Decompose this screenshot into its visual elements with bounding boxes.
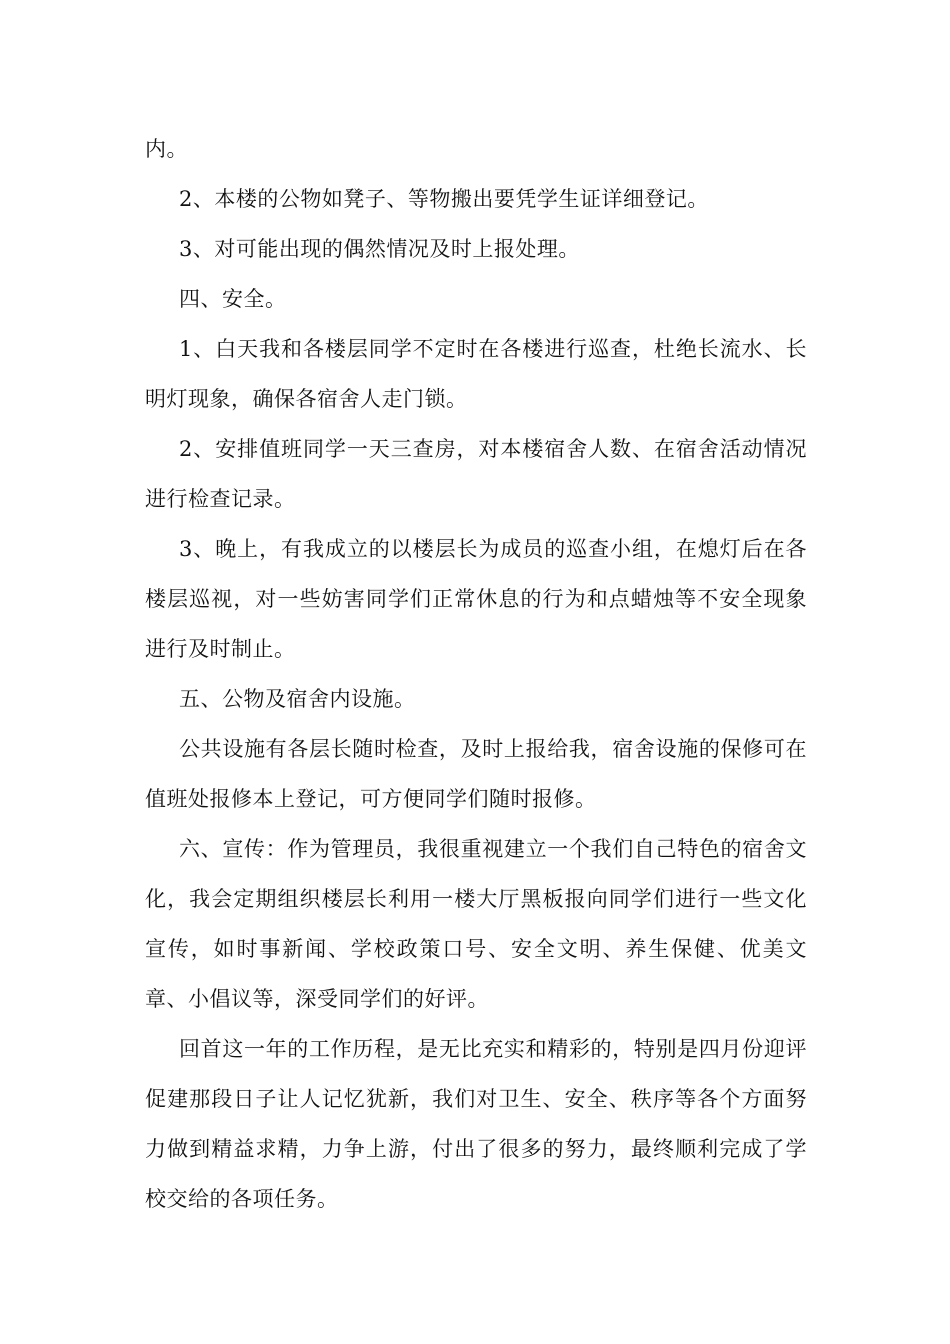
paragraph-item-3-incidents: 3、对可能出现的偶然情况及时上报处理。 <box>179 237 580 261</box>
paragraph-facilities: 公共设施有各层长随时检查，及时上报给我，宿舍设施的保修可在值班处报修本上登记，可方便同学们随时报修。 <box>145 737 807 811</box>
paragraph-publicity: 六、宣传：作为管理员，我很重视建立一个我们自己特色的宿舍文化，我会定期组织楼层长利用一楼大厅黑板报向同学们进行一些文化宣传，如时事新闻、学校政策口号、安全文明、养生保健、优美文章、小倡议等，深受同学们的好评。 <box>145 837 807 1011</box>
paragraph-continuation: 内。 <box>145 137 188 161</box>
paragraph-safety-item-2: 2、安排值班同学一天三查房，对本楼宿舍人数、在宿舍活动情况进行检查记录。 <box>145 437 807 511</box>
section-heading-safety: 四、安全。 <box>179 287 287 311</box>
section-heading-facilities: 五、公物及宿舍内设施。 <box>179 687 416 711</box>
paragraph-safety-item-1: 1、白天我和各楼层同学不定时在各楼进行巡查，杜绝长流水、长明灯现象，确保各宿舍人走门锁。 <box>145 337 807 411</box>
paragraph-review: 回首这一年的工作历程，是无比充实和精彩的，特别是四月份迎评促建那段日子让人记忆犹新，我们对卫生、安全、秩序等各个方面努力做到精益求精，力争上游，付出了很多的努力，最终顺利完成了学校交给的各项任务。 <box>145 1037 807 1211</box>
paragraph-item-2-public-property: 2、本楼的公物如凳子、等物搬出要凭学生证详细登记。 <box>179 187 709 211</box>
paragraph-safety-item-3: 3、晚上，有我成立的以楼层长为成员的巡查小组，在熄灯后在各楼层巡视，对一些妨害同学们正常休息的行为和点蜡烛等不安全现象进行及时制止。 <box>145 537 807 661</box>
document-body <box>145 124 807 1224</box>
